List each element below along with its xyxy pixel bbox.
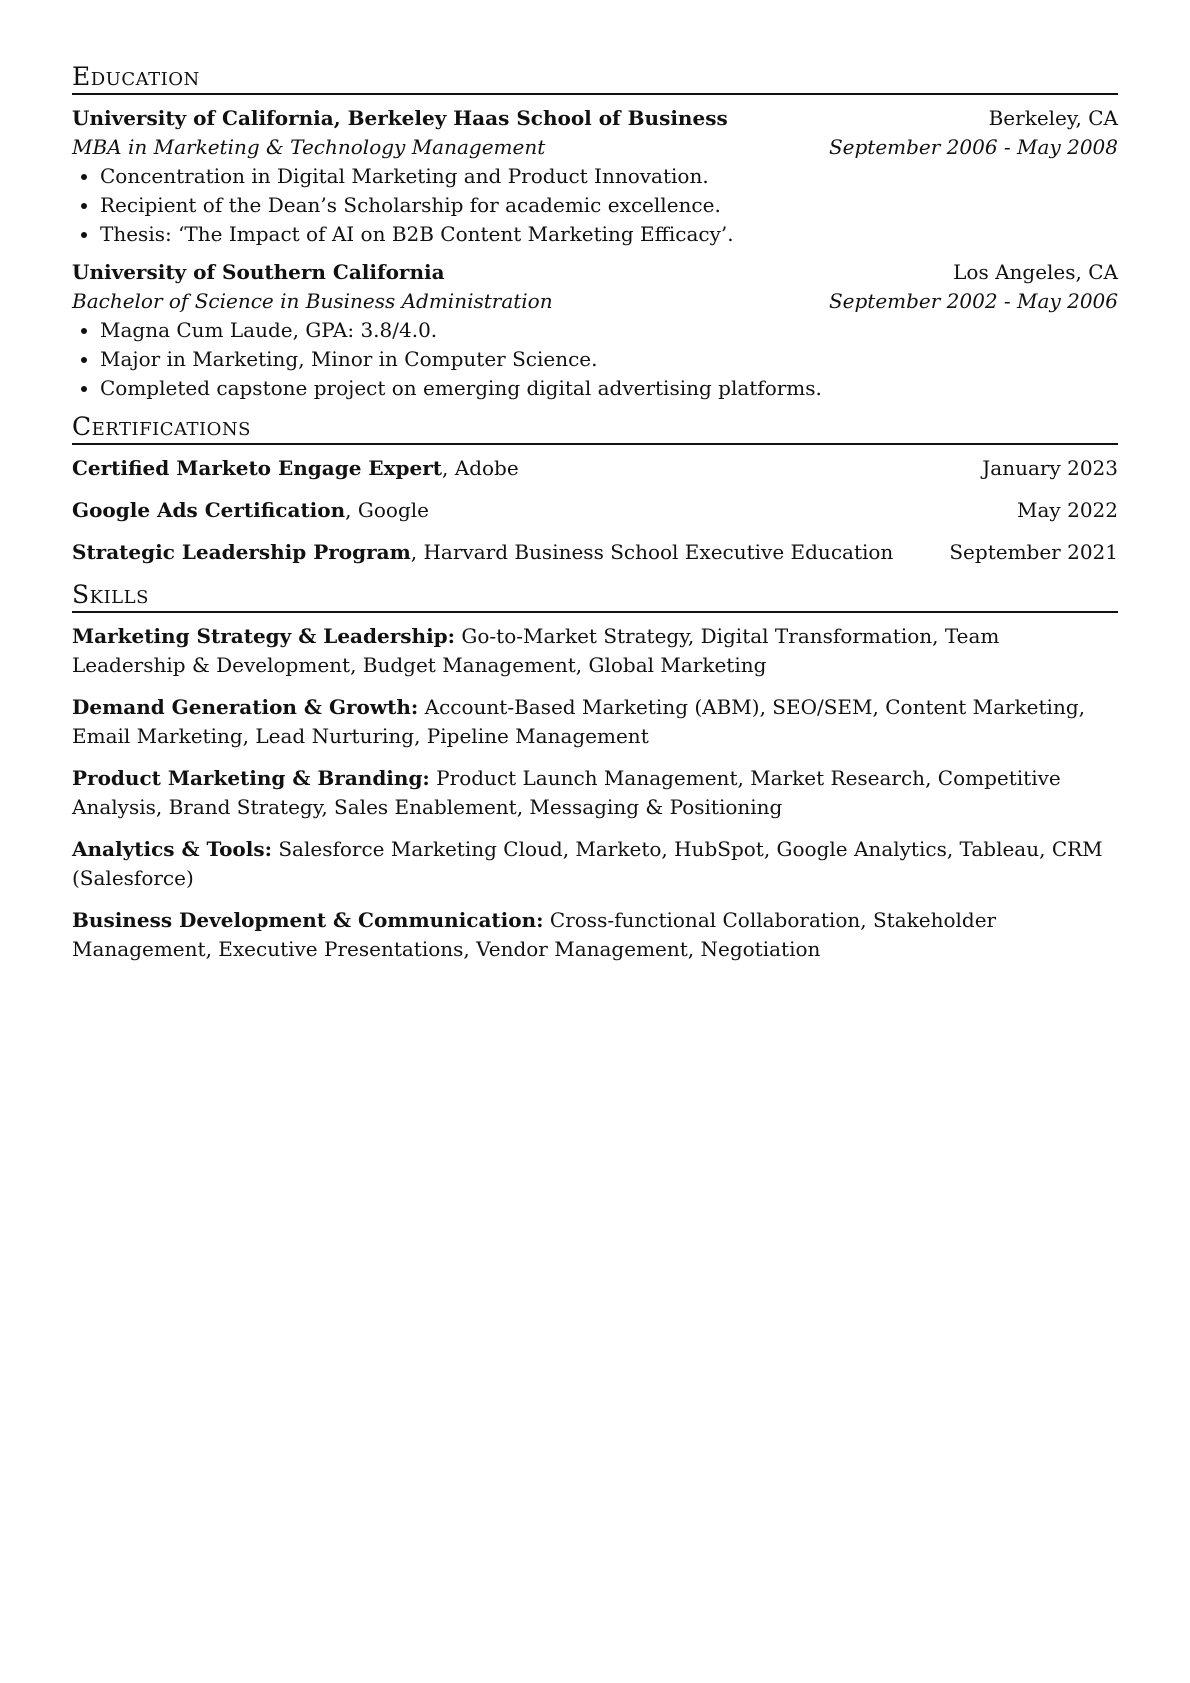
education-entry [72,104,1118,249]
education-section [72,62,1118,403]
skill-label: Analytics & Tools: [72,837,272,861]
dates: September 2002 - May 2006 [828,289,1118,313]
degree: Bachelor of Science in Business Administration [72,289,553,313]
certification-issuer: , Adobe [442,456,519,480]
skill-text: Cross-functional Collaboration, Stakeholder Management, Executive Presentations, Vendor Management, Negotiation [72,908,997,961]
skill-item [72,622,1118,680]
certification-row [72,454,1118,483]
skill-item [72,906,1118,964]
bullet-item: • Thesis: ‘The Impact of AI on B2B Content Marketing Efficacy’. [100,220,1118,249]
bullet-item: • Magna Cum Laude, GPA: 3.8/4.0. [100,316,1118,345]
bullet-item: • Completed capstone project on emerging digital advertising platforms. [100,374,1118,403]
certification-date: September 2021 [949,540,1118,564]
section-title-certifications: Certifications [72,412,1118,445]
certification-name: Certified Marketo Engage Expert [72,456,443,480]
bullet-item: • Recipient of the Dean’s Scholarship for academic excellence. [100,191,1118,220]
skill-item [72,693,1118,751]
certification-date: May 2022 [1017,498,1118,522]
school-name: University of California, Berkeley Haas School of Business [72,106,728,130]
certification-name: Strategic Leadership Program [72,540,411,564]
school-name: University of Southern California [72,260,445,284]
bullet-item: • Concentration in Digital Marketing and Product Innovation. [100,162,1118,191]
skills-section [72,580,1118,964]
certification-text [72,538,893,567]
school-location: Los Angeles, CA [953,260,1118,284]
skill-item [72,835,1118,893]
certification-date: January 2023 [982,456,1118,480]
skill-label: Product Marketing & Branding: [72,766,430,790]
bullet-item: • Major in Marketing, Minor in Computer Science. [100,345,1118,374]
education-degree-row [72,287,1118,316]
skill-label: Demand Generation & Growth: [72,695,419,719]
skill-text: Product Launch Management, Market Research, Competitive Analysis, Brand Strategy, Sales Enablement, Messaging & Positioning [72,766,1061,819]
degree: MBA in Marketing & Technology Management [72,135,546,159]
skill-label: Business Development & Communication: [72,908,544,932]
skill-label: Marketing Strategy & Leadership: [72,624,456,648]
certification-text [72,496,429,525]
section-title-education: Education [72,62,1118,95]
certification-row [72,496,1118,525]
school-location: Berkeley, CA [988,106,1118,130]
skill-text: Account-Based Marketing (ABM), SEO/SEM, Content Marketing, Email Marketing, Lead Nurturing, Pipeline Management [72,695,1085,748]
section-title-skills: Skills [72,580,1118,613]
education-header-row [72,258,1118,287]
skill-item [72,764,1118,822]
dates: September 2006 - May 2008 [828,135,1118,159]
education-bullets [72,316,1118,403]
skill-text: Salesforce Marketing Cloud, Marketo, HubSpot, Google Analytics, Tableau, CRM (Salesforce) [72,837,1103,890]
certification-issuer: , Harvard Business School Executive Education [410,540,894,564]
certification-text [72,454,519,483]
certification-issuer: , Google [345,498,429,522]
education-entry [72,258,1118,403]
skill-text: Go-to-Market Strategy, Digital Transformation, Team Leadership & Development, Budget Management, Global Marketing [72,624,1000,677]
resume-page [72,62,1118,977]
education-degree-row [72,133,1118,162]
certification-row [72,538,1118,567]
certification-name: Google Ads Certification [72,498,346,522]
education-header-row [72,104,1118,133]
certifications-section [72,412,1118,567]
education-bullets [72,162,1118,249]
